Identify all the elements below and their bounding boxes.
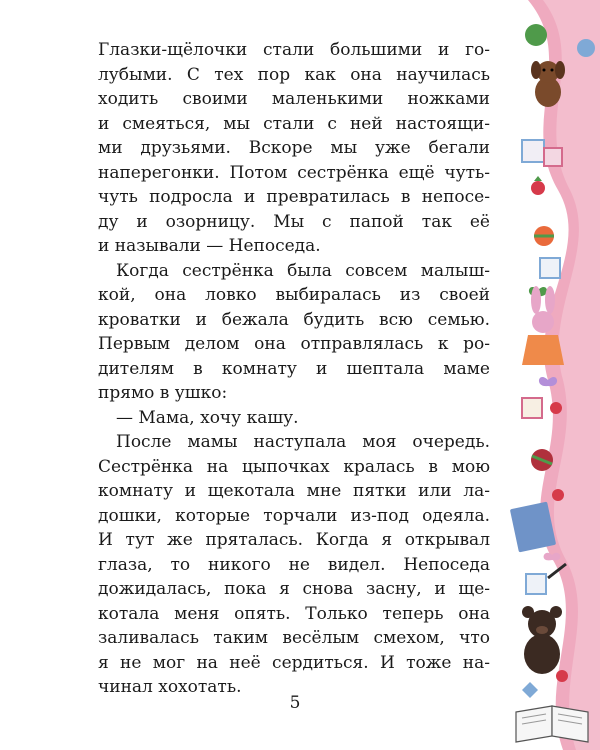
text-line: комнату и щекотала мне пятки или ла- [98,481,490,501]
alphabet-block-icon [522,140,544,162]
text-line: Когда сестрёнка была совсем малыш- [116,260,490,281]
text-line: кроватки и бежала будить всю семью. [98,309,490,330]
text-line: И тут же пряталась. Когда я открывал [98,530,490,550]
strawberry-icon [531,181,545,195]
text-line: я не мог на неё сердиться. И тоже на- [98,652,490,673]
text-line: дошки, которые торчали из-под одеяла. [98,505,490,526]
text-line: ми друзьями. Вскоре мы уже бегали [98,138,490,158]
text-line: ходить своими маленькими ножками [98,89,490,109]
text-line: глаза, то никого не видел. Непоседа [98,554,490,575]
text-line: Сестрёнка на цыпочках кралась в мою [98,456,490,477]
text-line: прямо в ушко: [98,383,228,403]
text-line: лубыми. С тех пор как она научилась [98,64,490,85]
text-line: Глазки-щёлочки стали большими и го- [98,40,490,60]
page-number: 5 [289,693,301,713]
teddy-bear-icon [522,606,562,674]
text-line: дожидалась, пока я снова засну, и ще- [98,579,490,599]
text-line: После мамы наступала моя очередь. [116,432,490,452]
text-line: — Мама, хочу кашу. [116,407,299,428]
open-book-icon [516,706,588,742]
text-line: и называли — Непоседа. [98,236,321,256]
text-line: и смеяться, мы стали с ней настоящи- [98,113,490,134]
text-line: ду и озорницу. Мы с папой так её [98,211,490,232]
text-line: дителям в комнату и шептала маме [98,358,490,379]
text-line: кой, она ловко выбиралась из своей [98,285,490,305]
text-line: Первым делом она отправлялась к ро- [98,334,490,354]
text-line: чинал хохотать. [98,677,242,697]
text-line: заливалась таким весёлым смехом, что [98,628,490,648]
ball-icon [525,24,547,46]
text-line: котала меня опять. Только теперь она [98,603,490,624]
text-line: наперегонки. Потом сестрёнка ещё чуть- [98,162,490,183]
story-text [98,38,490,700]
text-line: чуть подросла и превратилась в непосе- [98,187,490,207]
decorative-border [508,0,600,750]
